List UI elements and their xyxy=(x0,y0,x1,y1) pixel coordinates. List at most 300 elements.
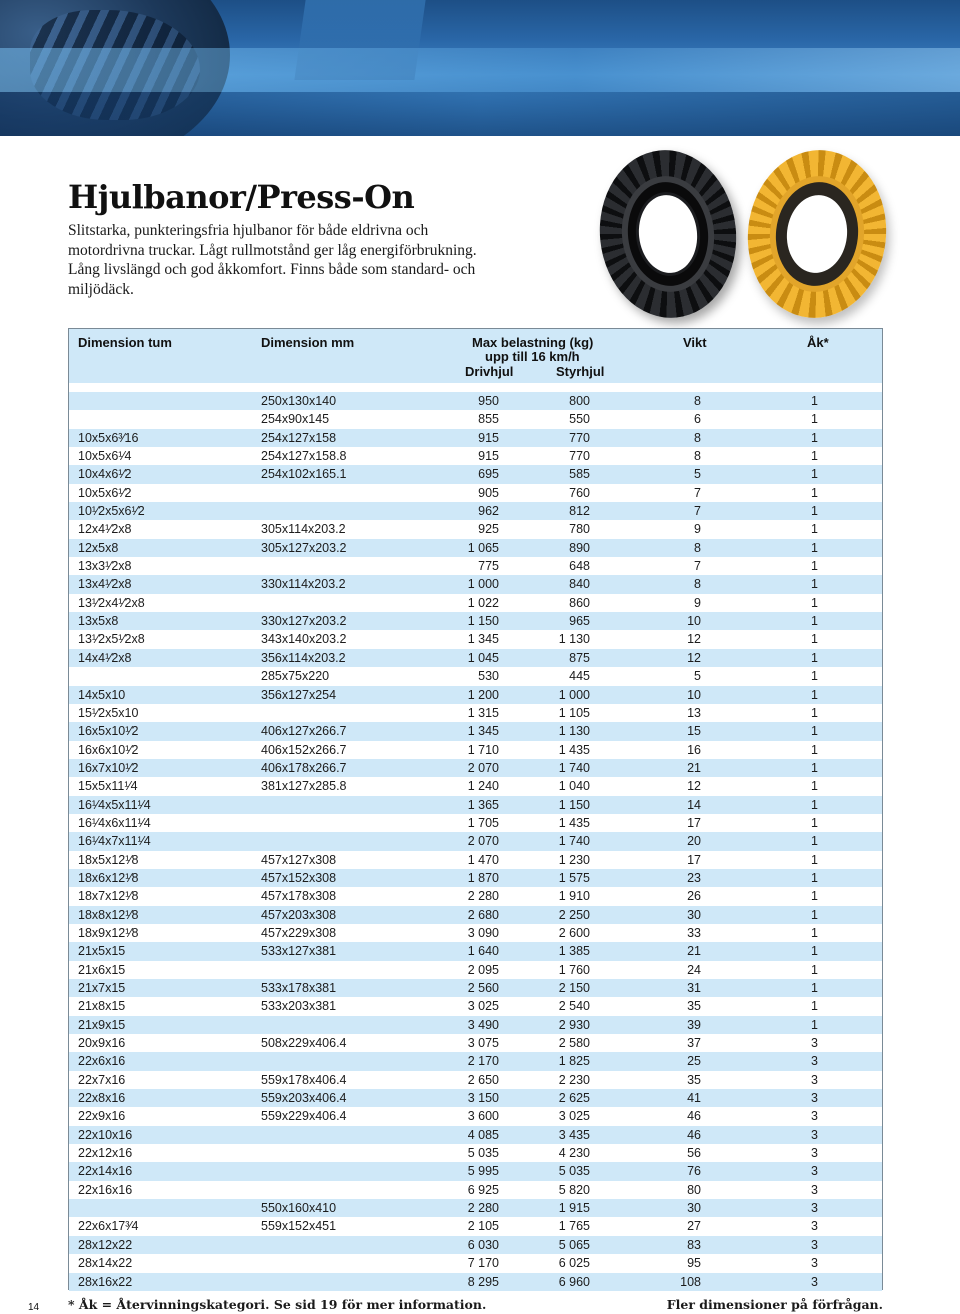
cell-dim-tum: 22x9x16 xyxy=(78,1109,126,1124)
table-row xyxy=(69,686,882,704)
cell-steer-load: 1 915 xyxy=(558,1201,590,1216)
cell-weight: 31 xyxy=(687,981,701,995)
cell-weight: 8 xyxy=(694,430,701,445)
cell-steer-load: 1 740 xyxy=(558,834,590,849)
cell-dim-tum: 16¹⁄4x7x11¹⁄4 xyxy=(78,834,151,849)
cell-weight: 35 xyxy=(687,999,701,1014)
cell-weight: 80 xyxy=(687,1182,701,1197)
cell-dim-tum: 14x5x10 xyxy=(78,687,126,702)
cell-weight: 35 xyxy=(687,1072,701,1087)
cell-weight: 108 xyxy=(680,1274,701,1289)
cell-ak: 1 xyxy=(811,540,818,555)
cell-drive-load: 6 030 xyxy=(467,1237,499,1252)
cell-steer-load: 840 xyxy=(569,577,590,592)
cell-dim-mm: 250x130x140 xyxy=(261,394,337,408)
table-row xyxy=(69,759,882,777)
cell-drive-load: 6 925 xyxy=(467,1182,499,1197)
header-drive-wheel: Drivhjul xyxy=(465,364,514,379)
cell-steer-load: 875 xyxy=(569,650,590,665)
cell-weight: 33 xyxy=(687,925,701,940)
cell-weight: 20 xyxy=(687,834,701,849)
cell-weight: 21 xyxy=(687,760,701,775)
cell-drive-load: 1 240 xyxy=(467,779,499,794)
cell-steer-load: 2 150 xyxy=(558,981,590,995)
cell-weight: 41 xyxy=(687,1091,701,1106)
cell-ak: 1 xyxy=(811,852,818,867)
table-header xyxy=(69,329,882,383)
cell-drive-load: 530 xyxy=(478,669,499,684)
cell-dim-tum: 16x6x10¹⁄2 xyxy=(78,742,139,757)
table-row xyxy=(69,1089,882,1107)
table-row xyxy=(69,429,882,447)
cell-dim-tum: 28x12x22 xyxy=(78,1237,133,1252)
cell-weight: 14 xyxy=(687,797,701,812)
cell-dim-tum: 22x6x16 xyxy=(78,1054,126,1069)
table-row xyxy=(69,465,882,483)
cell-steer-load: 585 xyxy=(569,467,590,482)
table-row xyxy=(69,704,882,722)
cell-ak: 1 xyxy=(811,797,818,812)
cell-dim-tum: 22x10x16 xyxy=(78,1127,133,1142)
cell-weight: 25 xyxy=(687,1054,701,1069)
table-row xyxy=(69,447,882,465)
cell-steer-load: 1 575 xyxy=(558,870,590,885)
cell-dim-tum: 10x5x6¹⁄2 xyxy=(78,485,132,500)
cell-drive-load: 855 xyxy=(478,412,499,427)
header-dimension-tum: Dimension tum xyxy=(78,335,172,350)
cell-ak: 3 xyxy=(811,1164,818,1179)
cell-steer-load: 760 xyxy=(569,485,590,500)
table-row xyxy=(69,814,882,832)
cell-dim-tum: 18x9x12¹⁄8 xyxy=(78,925,139,940)
cell-dim-tum: 13x3¹⁄2x8 xyxy=(78,559,132,574)
cell-dim-tum: 21x8x15 xyxy=(78,999,126,1014)
cell-ak: 1 xyxy=(811,870,818,885)
table-row xyxy=(69,961,882,979)
cell-weight: 12 xyxy=(687,632,701,647)
table-row xyxy=(69,1199,882,1217)
cell-dim-tum: 22x7x16 xyxy=(78,1072,126,1087)
cell-drive-load: 5 035 xyxy=(467,1146,499,1161)
table-row xyxy=(69,851,882,869)
cell-ak: 1 xyxy=(811,394,818,408)
cell-dim-mm: 457x152x308 xyxy=(261,870,337,885)
cell-dim-mm: 406x127x266.7 xyxy=(261,724,347,739)
cell-steer-load: 648 xyxy=(569,559,590,574)
cell-ak: 3 xyxy=(811,1109,818,1124)
cell-drive-load: 3 490 xyxy=(467,1017,499,1032)
cell-dim-tum: 18x6x12¹⁄8 xyxy=(78,870,139,885)
cell-ak: 1 xyxy=(811,522,818,537)
cell-ak: 1 xyxy=(811,889,818,904)
table-row xyxy=(69,539,882,557)
page-title: Hjulbanor/Press-On xyxy=(68,178,415,216)
cell-steer-load: 2 540 xyxy=(558,999,590,1014)
cell-steer-load: 1 130 xyxy=(558,724,590,739)
cell-ak: 3 xyxy=(811,1054,818,1069)
banner-stripe-light xyxy=(0,48,960,92)
cell-steer-load: 1 760 xyxy=(558,962,590,977)
cell-steer-load: 6 025 xyxy=(558,1256,590,1271)
cell-dim-mm: 254x102x165.1 xyxy=(261,467,347,482)
cell-weight: 30 xyxy=(687,1201,701,1216)
cell-weight: 95 xyxy=(687,1256,701,1271)
cell-dim-tum: 10x5x6¹⁄4 xyxy=(78,449,132,464)
cell-steer-load: 5 820 xyxy=(558,1182,590,1197)
banner-stripe-dark xyxy=(0,92,960,136)
cell-ak: 1 xyxy=(811,925,818,940)
cell-dim-tum: 18x8x12¹⁄8 xyxy=(78,907,139,922)
cell-ak: 1 xyxy=(811,687,818,702)
cell-dim-mm: 457x178x308 xyxy=(261,889,337,904)
cell-dim-mm: 508x229x406.4 xyxy=(261,1036,347,1051)
cell-dim-tum: 12x5x8 xyxy=(78,540,119,555)
cell-drive-load: 8 295 xyxy=(467,1274,499,1289)
cell-ak: 3 xyxy=(811,1036,818,1051)
cell-drive-load: 3 075 xyxy=(467,1036,499,1051)
cell-drive-load: 5 995 xyxy=(467,1164,499,1179)
cell-dim-mm: 457x229x308 xyxy=(261,925,337,940)
cell-steer-load: 1 230 xyxy=(558,852,590,867)
cell-dim-mm: 559x229x406.4 xyxy=(261,1109,347,1124)
cell-drive-load: 2 095 xyxy=(467,962,499,977)
cell-dim-tum: 16x7x10¹⁄2 xyxy=(78,760,139,775)
cell-weight: 15 xyxy=(687,724,701,739)
cell-steer-load: 860 xyxy=(569,595,590,610)
cell-ak: 1 xyxy=(811,907,818,922)
cell-weight: 17 xyxy=(687,852,701,867)
cell-weight: 17 xyxy=(687,815,701,830)
cell-weight: 10 xyxy=(687,687,701,702)
cell-steer-load: 1 435 xyxy=(558,815,590,830)
cell-weight: 5 xyxy=(694,467,701,482)
cell-dim-mm: 254x90x145 xyxy=(261,412,330,427)
cell-dim-tum: 10x4x6¹⁄2 xyxy=(78,467,132,482)
table-row xyxy=(69,796,882,814)
cell-dim-tum: 10x5x6³⁄16 xyxy=(78,430,139,445)
cell-dim-mm: 406x152x266.7 xyxy=(261,742,347,757)
cell-weight: 27 xyxy=(687,1219,701,1234)
cell-dim-mm: 457x127x308 xyxy=(261,852,337,867)
cell-weight: 7 xyxy=(694,559,701,574)
cell-weight: 21 xyxy=(687,944,701,959)
table-row xyxy=(69,1254,882,1272)
cell-drive-load: 915 xyxy=(478,430,499,445)
yellow-tyre-image xyxy=(740,143,895,325)
cell-drive-load: 962 xyxy=(478,504,499,519)
cell-weight: 9 xyxy=(694,595,701,610)
cell-steer-load: 890 xyxy=(569,540,590,555)
cell-steer-load: 2 625 xyxy=(558,1091,590,1106)
cell-dim-mm: 356x127x254 xyxy=(261,687,337,702)
cell-weight: 7 xyxy=(694,485,701,500)
cell-dim-tum: 22x14x16 xyxy=(78,1164,133,1179)
more-dimensions-note: Fler dimensioner på förfrågan. xyxy=(666,1297,883,1312)
cell-dim-mm: 559x203x406.4 xyxy=(261,1091,347,1106)
cell-steer-load: 1 130 xyxy=(558,632,590,647)
cell-drive-load: 3 025 xyxy=(467,999,499,1014)
cell-steer-load: 5 035 xyxy=(558,1164,590,1179)
table-row xyxy=(69,832,882,850)
cell-drive-load: 7 170 xyxy=(467,1256,499,1271)
cell-dim-tum: 13¹⁄2x4¹⁄2x8 xyxy=(78,595,145,610)
cell-dim-tum: 21x9x15 xyxy=(78,1017,126,1032)
cell-dim-tum: 15x5x11¹⁄4 xyxy=(78,779,138,794)
cell-steer-load: 3 435 xyxy=(558,1127,590,1142)
cell-drive-load: 1 022 xyxy=(467,595,499,610)
cell-steer-load: 1 765 xyxy=(558,1219,590,1234)
cell-weight: 9 xyxy=(694,522,701,537)
cell-ak: 1 xyxy=(811,999,818,1014)
cell-drive-load: 2 170 xyxy=(467,1054,499,1069)
cell-dim-tum: 13x5x8 xyxy=(78,614,119,629)
cell-dim-mm: 330x114x203.2 xyxy=(261,577,346,592)
cell-steer-load: 1 435 xyxy=(558,742,590,757)
cell-drive-load: 1 710 xyxy=(467,742,499,757)
cell-dim-mm: 330x127x203.2 xyxy=(261,614,347,629)
table-row xyxy=(69,887,882,905)
cell-weight: 16 xyxy=(687,742,701,757)
header-ak: Åk* xyxy=(807,335,829,350)
cell-steer-load: 445 xyxy=(569,669,590,684)
header-dimension-mm: Dimension mm xyxy=(261,335,355,350)
cell-ak: 3 xyxy=(811,1127,818,1142)
cell-weight: 39 xyxy=(687,1017,701,1032)
header-steer-wheel: Styrhjul xyxy=(556,364,605,379)
cell-drive-load: 3 600 xyxy=(467,1109,499,1124)
cell-drive-load: 1 150 xyxy=(467,614,499,629)
cell-ak: 1 xyxy=(811,485,818,500)
cell-ak: 1 xyxy=(811,614,818,629)
cell-weight: 8 xyxy=(694,577,701,592)
table-row xyxy=(69,594,882,612)
cell-weight: 83 xyxy=(687,1237,701,1252)
cell-ak: 1 xyxy=(811,504,818,519)
table-row xyxy=(69,557,882,575)
cell-dim-tum: 14x4¹⁄2x8 xyxy=(78,650,132,665)
table-row xyxy=(69,1217,882,1235)
cell-steer-load: 3 025 xyxy=(558,1109,590,1124)
cell-dim-tum: 21x5x15 xyxy=(78,944,126,959)
cell-drive-load: 1 365 xyxy=(467,797,499,812)
cell-drive-load: 1 315 xyxy=(467,705,499,720)
cell-dim-mm: 343x140x203.2 xyxy=(261,632,347,647)
cell-dim-tum: 13¹⁄2x5¹⁄2x8 xyxy=(78,632,145,647)
cell-drive-load: 3 150 xyxy=(467,1091,499,1106)
cell-dim-mm: 285x75x220 xyxy=(261,669,330,684)
cell-dim-tum: 20x9x16 xyxy=(78,1036,126,1051)
cell-dim-mm: 533x203x381 xyxy=(261,999,337,1014)
table-row xyxy=(69,410,882,428)
table-row xyxy=(69,484,882,502)
cell-steer-load: 5 065 xyxy=(558,1237,590,1252)
table-row xyxy=(69,924,882,942)
cell-dim-tum: 16x5x10¹⁄2 xyxy=(78,724,139,739)
cell-steer-load: 2 930 xyxy=(558,1017,590,1032)
cell-drive-load: 915 xyxy=(478,449,499,464)
cell-dim-tum: 16¹⁄4x6x11¹⁄4 xyxy=(78,815,151,830)
cell-ak: 1 xyxy=(811,449,818,464)
cell-dim-tum: 22x12x16 xyxy=(78,1146,133,1161)
cell-ak: 1 xyxy=(811,669,818,684)
cell-dim-mm: 533x127x381 xyxy=(261,944,337,959)
cell-steer-load: 1 740 xyxy=(558,760,590,775)
cell-steer-load: 1 105 xyxy=(558,705,590,720)
cell-dim-tum: 22x16x16 xyxy=(78,1182,133,1197)
cell-weight: 10 xyxy=(687,614,701,629)
cell-steer-load: 965 xyxy=(569,614,590,629)
cell-dim-mm: 457x203x308 xyxy=(261,907,337,922)
cell-drive-load: 1 000 xyxy=(467,577,499,592)
table-row xyxy=(69,1236,882,1254)
cell-dim-mm: 356x114x203.2 xyxy=(261,650,346,665)
table-row xyxy=(69,392,882,410)
header-max-load: Max belastning (kg) xyxy=(472,335,594,350)
table-row xyxy=(69,1162,882,1180)
cell-ak: 3 xyxy=(811,1219,818,1234)
cell-ak: 3 xyxy=(811,1091,818,1106)
cell-weight: 13 xyxy=(687,705,701,720)
cell-drive-load: 1 045 xyxy=(467,650,499,665)
cell-drive-load: 2 680 xyxy=(467,907,499,922)
cell-drive-load: 3 090 xyxy=(467,925,499,940)
cell-drive-load: 1 640 xyxy=(467,944,499,959)
table-row xyxy=(69,1126,882,1144)
table-row xyxy=(69,1273,882,1291)
cell-weight: 12 xyxy=(687,650,701,665)
cell-drive-load: 950 xyxy=(478,394,499,408)
header-banner-image xyxy=(0,0,960,136)
cell-steer-load: 780 xyxy=(569,522,590,537)
cell-weight: 37 xyxy=(687,1036,701,1051)
intro-text: Slitstarka, punkteringsfria hjulbanor för både eldrivna och motordrivna truckar. Lågt rullmotstånd ger låg energiförbrukning. Lång livslängd och god åkkomfort. Finns både som standard- och miljödäck. xyxy=(68,222,477,298)
cell-ak: 1 xyxy=(811,559,818,574)
cell-steer-load: 2 250 xyxy=(558,907,590,922)
cell-weight: 8 xyxy=(694,449,701,464)
cell-dim-mm: 559x178x406.4 xyxy=(261,1072,347,1087)
cell-steer-load: 1 385 xyxy=(558,944,590,959)
cell-weight: 8 xyxy=(694,394,701,408)
cell-dim-mm: 254x127x158.8 xyxy=(261,449,347,464)
cell-drive-load: 925 xyxy=(478,522,499,537)
cell-steer-load: 2 580 xyxy=(558,1036,590,1051)
cell-drive-load: 1 705 xyxy=(467,815,499,830)
cell-dim-tum: 28x14x22 xyxy=(78,1256,133,1271)
cell-steer-load: 1 000 xyxy=(558,687,590,702)
cell-weight: 8 xyxy=(694,540,701,555)
cell-weight: 30 xyxy=(687,907,701,922)
cell-ak: 3 xyxy=(811,1146,818,1161)
cell-steer-load: 2 600 xyxy=(558,925,590,940)
cell-weight: 76 xyxy=(687,1164,701,1179)
cell-weight: 46 xyxy=(687,1127,701,1142)
table-row xyxy=(69,649,882,667)
cell-dim-mm: 305x114x203.2 xyxy=(261,522,346,537)
cell-steer-load: 4 230 xyxy=(558,1146,590,1161)
dimension-table xyxy=(68,328,883,1290)
cell-dim-mm: 559x152x451 xyxy=(261,1219,337,1234)
cell-weight: 24 xyxy=(687,962,701,977)
cell-ak: 3 xyxy=(811,1237,818,1252)
cell-ak: 1 xyxy=(811,412,818,427)
cell-ak: 1 xyxy=(811,834,818,849)
cell-ak: 1 xyxy=(811,962,818,977)
cell-steer-load: 2 230 xyxy=(558,1072,590,1087)
cell-dim-tum: 22x6x17³⁄4 xyxy=(78,1219,139,1234)
cell-drive-load: 1 870 xyxy=(467,870,499,885)
cell-ak: 1 xyxy=(811,595,818,610)
cell-dim-mm: 550x160x410 xyxy=(261,1201,337,1216)
cell-ak: 1 xyxy=(811,467,818,482)
cell-steer-load: 800 xyxy=(569,394,590,408)
table-row xyxy=(69,575,882,593)
header-weight: Vikt xyxy=(683,335,707,350)
cell-drive-load: 2 280 xyxy=(467,889,499,904)
table-row xyxy=(69,1107,882,1125)
cell-ak: 1 xyxy=(811,724,818,739)
cell-weight: 26 xyxy=(687,889,701,904)
table-row xyxy=(69,667,882,685)
table-row xyxy=(69,520,882,538)
cell-drive-load: 2 280 xyxy=(467,1201,499,1216)
cell-drive-load: 2 650 xyxy=(467,1072,499,1087)
cell-steer-load: 1 910 xyxy=(558,889,590,904)
cell-dim-tum: 18x5x12¹⁄8 xyxy=(78,852,139,867)
cell-ak: 1 xyxy=(811,742,818,757)
cell-drive-load: 695 xyxy=(478,467,499,482)
table-row xyxy=(69,869,882,887)
cell-ak: 1 xyxy=(811,632,818,647)
cell-dim-tum: 15¹⁄2x5x10 xyxy=(78,705,139,720)
cell-steer-load: 770 xyxy=(569,449,590,464)
cell-dim-mm: 533x178x381 xyxy=(261,981,337,995)
table-row xyxy=(69,630,882,648)
cell-ak: 1 xyxy=(811,981,818,995)
table-row xyxy=(69,1052,882,1070)
header-speed: upp till 16 km/h xyxy=(485,349,580,364)
cell-drive-load: 4 085 xyxy=(467,1127,499,1142)
cell-drive-load: 905 xyxy=(478,485,499,500)
cell-ak: 1 xyxy=(811,577,818,592)
cell-weight: 23 xyxy=(687,870,701,885)
cell-dim-tum: 28x16x22 xyxy=(78,1274,133,1289)
cell-dim-mm: 254x127x158 xyxy=(261,430,337,445)
table-row xyxy=(69,502,882,520)
cell-weight: 5 xyxy=(694,669,701,684)
cell-drive-load: 2 070 xyxy=(467,760,499,775)
page-number: 14 xyxy=(28,1302,40,1313)
cell-steer-load: 1 040 xyxy=(558,779,590,794)
table-row xyxy=(69,612,882,630)
cell-drive-load: 2 070 xyxy=(467,834,499,849)
cell-dim-mm: 305x127x203.2 xyxy=(261,540,347,555)
cell-dim-tum: 13x4¹⁄2x8 xyxy=(78,577,132,592)
table-row xyxy=(69,1071,882,1089)
cell-drive-load: 2 560 xyxy=(467,981,499,995)
cell-drive-load: 1 345 xyxy=(467,724,499,739)
cell-ak: 1 xyxy=(811,815,818,830)
table-row xyxy=(69,979,882,997)
cell-dim-tum: 18x7x12¹⁄8 xyxy=(78,889,139,904)
cell-weight: 12 xyxy=(687,779,701,794)
cell-ak: 1 xyxy=(811,650,818,665)
cell-drive-load: 775 xyxy=(478,559,499,574)
cell-drive-load: 1 470 xyxy=(467,852,499,867)
cell-ak: 1 xyxy=(811,779,818,794)
cell-steer-load: 550 xyxy=(569,412,590,427)
cell-ak: 1 xyxy=(811,944,818,959)
cell-drive-load: 2 105 xyxy=(467,1219,499,1234)
